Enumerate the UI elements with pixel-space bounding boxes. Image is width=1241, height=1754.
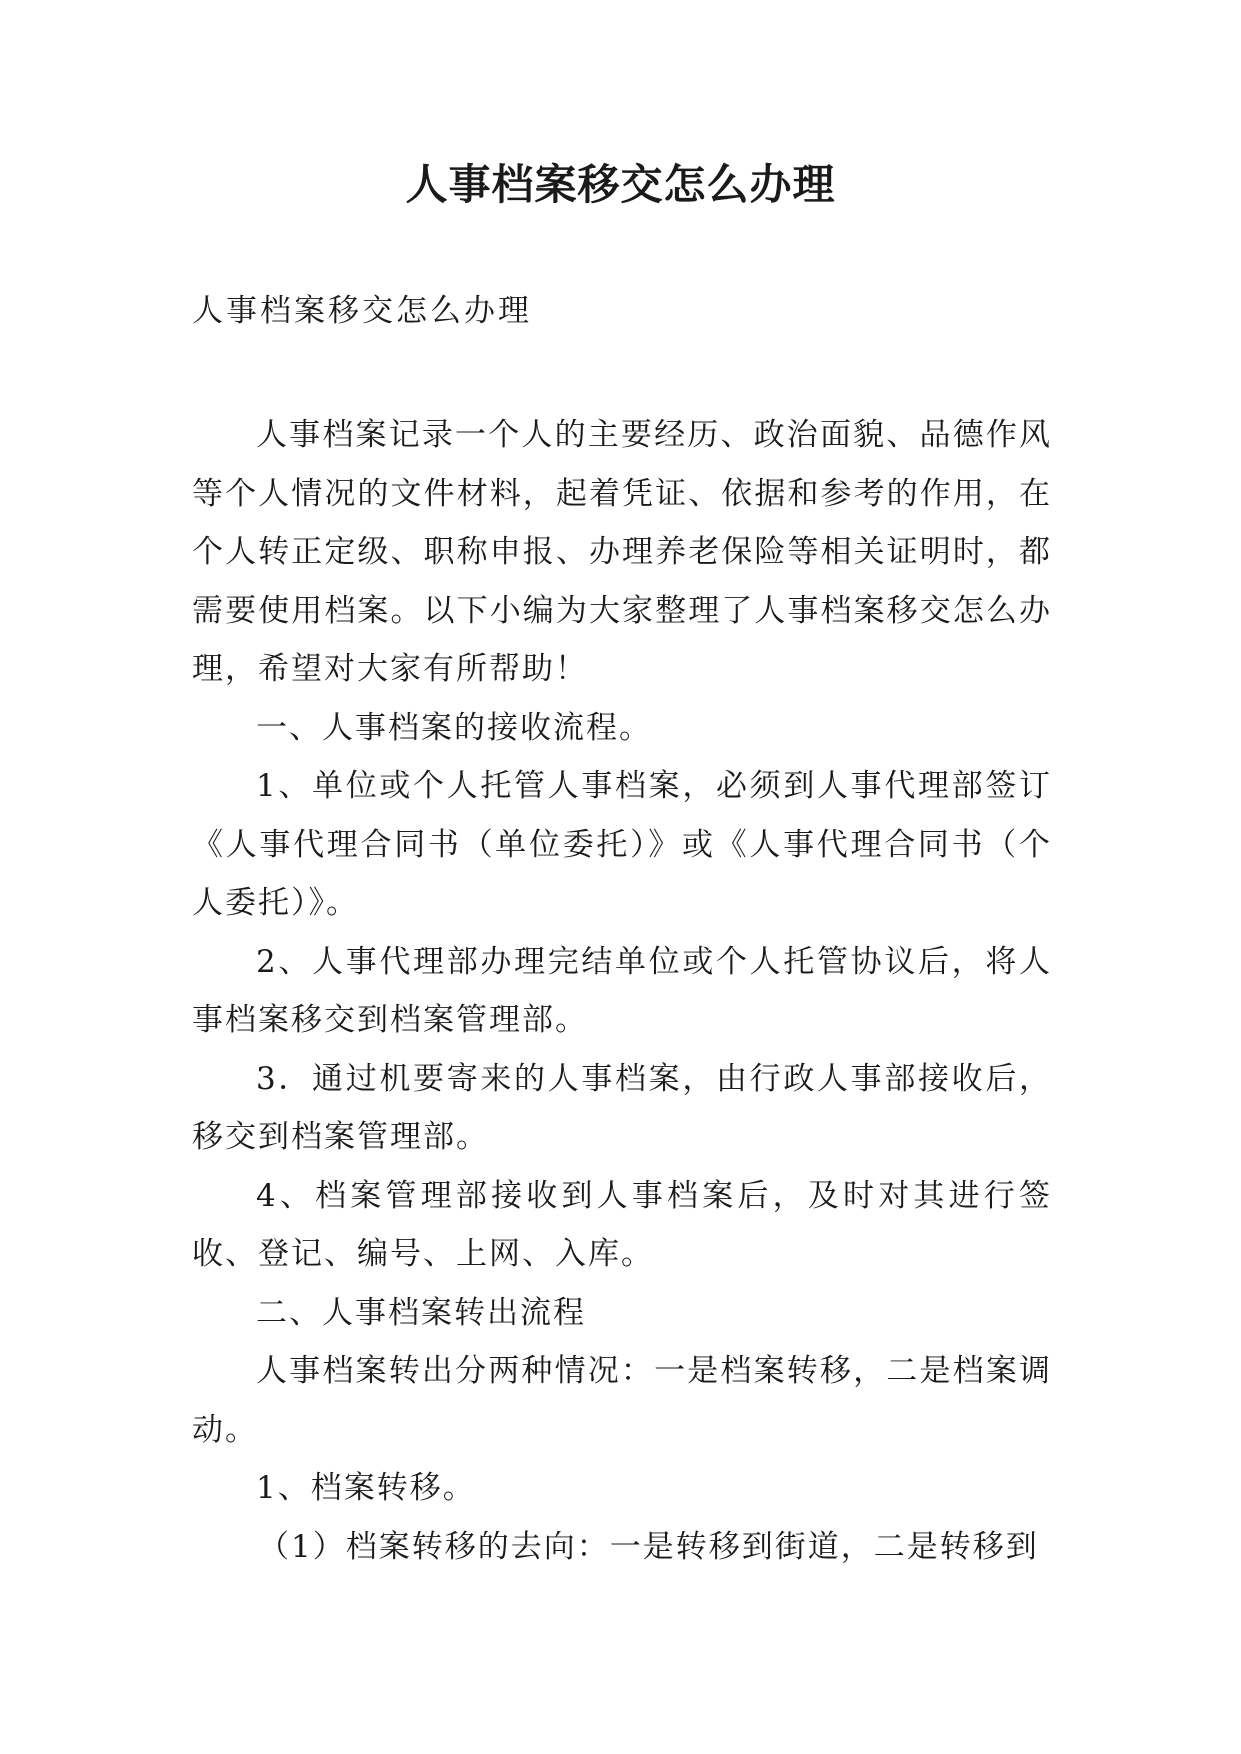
paragraph-step-1: 1、单位或个人托管人事档案，必须到人事代理部签订《人事代理合同书（单位委托）》或《人事代理合同书（个人委托）》。 bbox=[192, 768, 1052, 921]
document-body bbox=[192, 406, 1052, 1576]
heading-section-1: 一、人事档案的接收流程。 bbox=[256, 709, 652, 746]
paragraph-step-4: 4、档案管理部接收到人事档案后，及时对其进行签收、登记、编号、上网、入库。 bbox=[192, 1177, 1052, 1272]
heading-section-2: 二、人事档案转出流程 bbox=[256, 1294, 586, 1331]
document-title: 人事档案移交怎么办理 bbox=[405, 160, 836, 209]
paragraph-transfer-types: 人事档案转出分两种情况：一是档案转移，二是档案调动。 bbox=[192, 1353, 1052, 1448]
paragraph-intro: 人事档案记录一个人的主要经历、政治面貌、品德作风等个人情况的文件材料，起着凭证、依据和参考的作用，在个人转正定级、职称申报、办理养老保险等相关证明时，都需要使用档案。以下小编为大家整理了人事档案移交怎么办理，希望对大家有所帮助！ bbox=[192, 417, 1052, 687]
paragraph-step-2: 2、人事代理部办理完结单位或个人托管协议后，将人事档案移交到档案管理部。 bbox=[192, 943, 1052, 1038]
paragraph-step-3: 3．通过机要寄来的人事档案，由行政人事部接收后，移交到档案管理部。 bbox=[192, 1060, 1052, 1155]
document-subtitle: 人事档案移交怎么办理 bbox=[192, 293, 532, 329]
heading-transfer: 1、档案转移。 bbox=[256, 1470, 476, 1506]
paragraph-transfer-destination: （1）档案转移的去向：一是转移到街道，二是转移到 bbox=[258, 1528, 1039, 1565]
